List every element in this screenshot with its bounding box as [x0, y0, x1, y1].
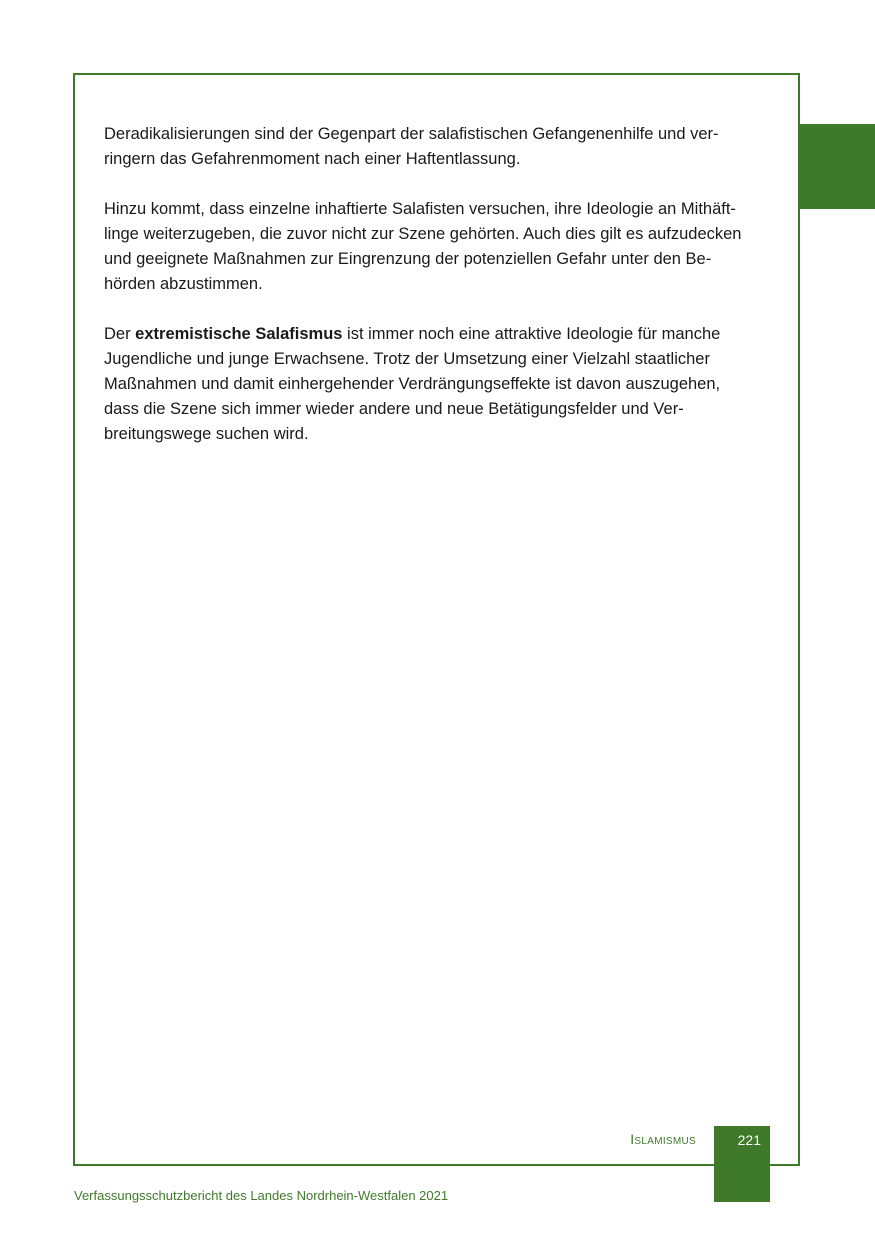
paragraph-2-line-4: hörden abzustimmen.	[104, 275, 263, 293]
paragraph-2-line-2: linge weiterzugeben, die zuvor nicht zur Szene gehörten. Auch dies gilt es aufzudecken	[104, 225, 742, 243]
paragraph-3-line-1-pre: Der	[104, 325, 136, 343]
chapter-side-tab	[798, 124, 875, 209]
paragraph-3-line-3: Maßnahmen und damit einhergehender Verdrängungseffekte ist davon auszugehen,	[104, 375, 721, 393]
page-number: 221	[737, 1132, 761, 1148]
paragraph-2-line-3: und geeignete Maßnahmen zur Eingrenzung der potenziellen Gefahr unter den Be-	[104, 250, 712, 268]
paragraph-3-line-1	[104, 322, 776, 347]
paragraph-3-line-4: dass die Szene sich immer wieder andere und neue Betätigungsfelder und Ver-	[104, 400, 684, 418]
paragraph-3-line-5: breitungswege suchen wird.	[104, 425, 309, 443]
page-number-box	[714, 1126, 770, 1202]
paragraph-1-line-1: Deradikalisierungen sind der Gegenpart der salafistischen Gefangenenhilfe und ver-	[104, 125, 719, 143]
paragraph-3-line-1-post: ist immer noch eine attraktive Ideologie für manche	[342, 325, 721, 343]
section-label: Islamismus	[630, 1131, 696, 1147]
paragraph-1	[104, 122, 776, 172]
bold-term: extremistische Salafismus	[135, 325, 343, 343]
paragraph-2-line-1: Hinzu kommt, dass einzelne inhaftierte Salafisten versuchen, ihre Ideologie an Mithäft-	[104, 200, 736, 218]
paragraph-2	[104, 197, 776, 297]
publication-footer: Verfassungsschutzbericht des Landes Nordrhein-Westfalen 2021	[74, 1188, 449, 1203]
paragraph-3-line-2: Jugendliche und junge Erwachsene. Trotz der Umsetzung einer Vielzahl staatlicher	[104, 350, 710, 368]
body-text	[104, 122, 776, 472]
paragraph-3	[104, 322, 776, 447]
paragraph-1-line-2: ringern das Gefahrenmoment nach einer Haftentlassung.	[104, 150, 521, 168]
